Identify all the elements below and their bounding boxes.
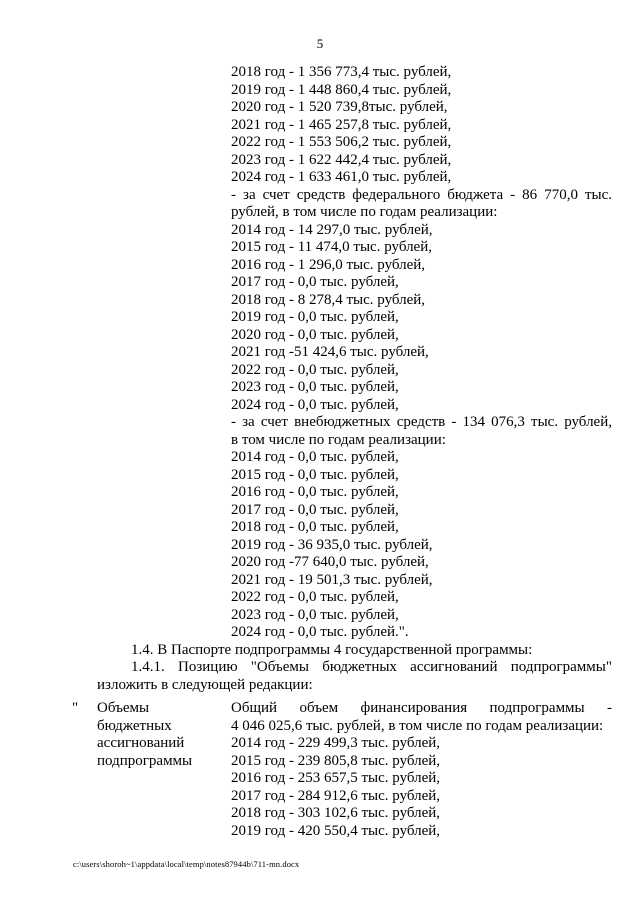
extrabudget-line: 2020 год -77 640,0 тыс. рублей, — [231, 554, 429, 570]
extrabudget-line: 2023 год - 0,0 тыс. рублей, — [231, 606, 399, 623]
extrabudget-line: 2014 год - 0,0 тыс. рублей, — [231, 449, 399, 465]
left-label-line: подпрограммы — [97, 752, 193, 769]
extrabudget-line: 2018 год - 0,0 тыс. рублей, — [231, 519, 399, 535]
left-label-line: ассигнований — [97, 735, 185, 751]
federal-line: 2019 год - 0,0 тыс. рублей, — [231, 309, 399, 325]
federal-line: 2023 год - 0,0 тыс. рублей, — [231, 379, 399, 395]
federal-intro: - за счет средств федерального бюджета - 86 770,0 тыс. — [231, 186, 612, 203]
table-line: 2014 год - 229 499,3 тыс. рублей, — [231, 735, 441, 751]
extrabudget-line: 2017 год - 0,0 тыс. рублей, — [231, 501, 399, 518]
budget-line: 2024 год - 1 633 461,0 тыс. рублей, — [231, 169, 452, 185]
federal-line: 2024 год - 0,0 тыс. рублей, — [231, 396, 399, 413]
extrabudget-line: 2015 год - 0,0 тыс. рублей, — [231, 466, 399, 483]
table-line: 2018 год - 303 102,6 тыс. рублей, — [231, 805, 441, 821]
opening-quote: " — [72, 700, 79, 716]
extrabudget-intro-cont: в том числе по годам реализации: — [231, 431, 446, 448]
extrabudget-line: 2024 год - 0,0 тыс. рублей.". — [231, 624, 409, 640]
section-item-cont: изложить в следующей редакции: — [97, 676, 313, 693]
page-number: 5 — [316, 36, 324, 51]
extrabudget-line: 2016 год - 0,0 тыс. рублей, — [231, 484, 399, 500]
extrabudget-line: 2022 год - 0,0 тыс. рублей, — [231, 589, 399, 605]
budget-line: 2023 год - 1 622 442,4 тыс. рублей, — [231, 151, 452, 168]
table-line: 2016 год - 253 657,5 тыс. рублей, — [231, 770, 441, 786]
federal-line: 2016 год - 1 296,0 тыс. рублей, — [231, 256, 426, 273]
federal-line: 2015 год - 11 474,0 тыс. рублей, — [231, 239, 432, 255]
budget-line: 2019 год - 1 448 860,4 тыс. рублей, — [231, 81, 452, 98]
budget-line: 2021 год - 1 465 257,8 тыс. рублей, — [231, 116, 452, 133]
extrabudget-line: 2019 год - 36 935,0 тыс. рублей, — [231, 536, 433, 553]
federal-line: 2017 год - 0,0 тыс. рублей, — [231, 274, 399, 290]
federal-line: 2018 год - 8 278,4 тыс. рублей, — [231, 291, 426, 308]
table-right-intro: Общий объем финансирования подпрограммы - — [231, 700, 612, 716]
federal-intro-cont: рублей, в том числе по годам реализации: — [231, 204, 498, 220]
federal-line: 2021 год -51 424,6 тыс. рублей, — [231, 344, 429, 360]
table-right-intro-cont: 4 046 025,6 тыс. рублей, в том числе по годам реализации: — [231, 717, 604, 734]
federal-line: 2020 год - 0,0 тыс. рублей, — [231, 326, 399, 343]
section-item: 1.4.1. Позицию "Объемы бюджетных ассигнований подпрограммы" — [131, 659, 612, 675]
left-label-line: бюджетных — [97, 717, 172, 734]
federal-line: 2014 год - 14 297,0 тыс. рублей, — [231, 221, 433, 238]
table-line: 2017 год - 284 912,6 тыс. рублей, — [231, 787, 441, 804]
left-label-line: Объемы — [97, 700, 150, 716]
table-left-label — [97, 700, 192, 770]
budget-line: 2018 год - 1 356 773,4 тыс. рублей, — [231, 64, 452, 80]
extrabudget-intro: - за счет внебюджетных средств - 134 076,3 тыс. рублей, — [231, 414, 612, 430]
extrabudget-line: 2021 год - 19 501,3 тыс. рублей, — [231, 571, 433, 588]
table-line: 2015 год - 239 805,8 тыс. рублей, — [231, 752, 441, 769]
federal-line: 2022 год - 0,0 тыс. рублей, — [231, 361, 399, 378]
budget-line: 2022 год - 1 553 506,2 тыс. рублей, — [231, 134, 452, 150]
section-heading: 1.4. В Паспорте подпрограммы 4 государственной программы: — [131, 641, 533, 658]
table-line: 2019 год - 420 550,4 тыс. рублей, — [231, 822, 441, 839]
footer-file-path: c:\users\shoroh~1\appdata\local\temp\notes87944b\711-mn.docx — [73, 859, 300, 869]
budget-line: 2020 год - 1 520 739,8тыс. рублей, — [231, 99, 448, 115]
